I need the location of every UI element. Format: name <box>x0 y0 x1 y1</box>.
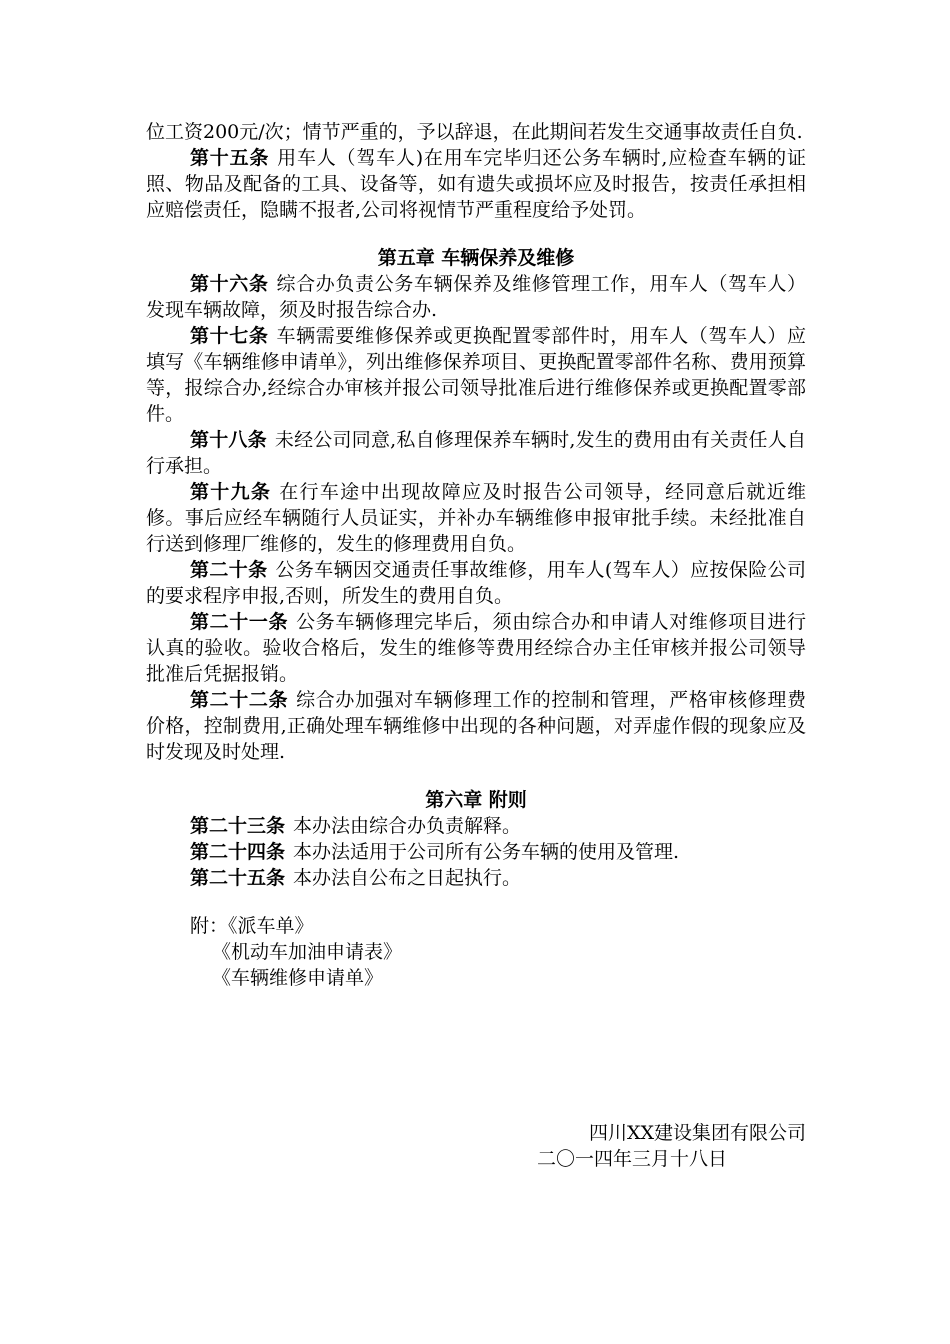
document-body <box>146 119 806 991</box>
attachment-item: 《车辆维修申请单》 <box>212 967 384 989</box>
article-text: 本办法由综合办负责解释。 <box>293 815 522 837</box>
article-text: 车辆需要维修保养或更换配置零部件时，用车人（驾车人）应填写《车辆维修申请单》，列出维修保养项目、更换配置零部件名称、费用预算等，报综合办,经综合办审核并报公司领导批准后进行维修保养或更换配置零部件。 <box>146 325 806 425</box>
chapter-5-heading: 第五章 车辆保养及维修 <box>377 247 575 269</box>
attachment-item: 《机动车加油申请表》 <box>212 941 403 963</box>
signature-date: 二〇一四年三月十八日 <box>536 1148 727 1170</box>
intro-paragraph: 位工资200元/次；情节严重的，予以辞退，在此期间若发生交通事故责任自负. <box>146 121 803 143</box>
article-number: 第二十三条 <box>190 815 286 837</box>
article-number: 第二十四条 <box>190 841 286 863</box>
spacer <box>146 891 806 913</box>
article-number: 第二十二条 <box>190 689 289 711</box>
article-20 <box>146 557 806 609</box>
article-text: 未经公司同意,私自修理保养车辆时,发生的费用由有关责任人自行承担。 <box>146 429 806 477</box>
article-21 <box>146 609 806 687</box>
article-number: 第十八条 <box>190 429 267 451</box>
article-number: 第二十一条 <box>190 611 289 633</box>
article-text: 用车人（驾车人)在用车完毕归还公务车辆时,应检查车辆的证照、物品及配备的工具、设备等，如有遗失或损坏应及时报告，按责任承担相应赔偿责任，隐瞒不报者,公司将视情节严重程度给予处罚。 <box>146 147 806 221</box>
article-15 <box>146 145 806 223</box>
article-text: 本办法适用于公司所有公务车辆的使用及管理. <box>293 841 680 863</box>
article-number: 第二十条 <box>190 559 268 581</box>
article-17 <box>146 323 806 427</box>
article-16 <box>146 271 806 323</box>
article-24 <box>146 839 806 865</box>
article-text: 综合办负责公务车辆保养及维修管理工作，用车人（驾车人）发现车辆故障，须及时报告综合办. <box>146 273 806 321</box>
article-number: 第十五条 <box>190 147 270 169</box>
article-text: 公务车辆因交通责任事故维修，用车人(驾车人）应按保险公司的要求程序申报,否则，所发生的费用自负。 <box>146 559 806 607</box>
article-25 <box>146 865 806 891</box>
attachment-label: 附：《派车单》 <box>190 915 314 937</box>
article-text: 公务车辆修理完毕后，须由综合办和申请人对维修项目进行认真的验收。验收合格后，发生的维修等费用经综合办主任审核并报公司领导批准后凭据报销。 <box>146 611 806 685</box>
article-number: 第二十五条 <box>190 867 286 889</box>
article-23 <box>146 813 806 839</box>
article-number: 第十七条 <box>190 325 269 347</box>
article-18 <box>146 427 806 479</box>
article-number: 第十九条 <box>190 481 272 503</box>
article-number: 第十六条 <box>190 273 269 295</box>
signature-company: 四川XX建设集团有限公司 <box>588 1122 806 1144</box>
article-text: 在行车途中出现故障应及时报告公司领导，经同意后就近维修。事后应经车辆随行人员证实，并补办车辆维修申报审批手续。未经批准自行送到修理厂维修的，发生的修理费用自负。 <box>146 481 806 555</box>
article-text: 综合办加强对车辆修理工作的控制和管理，严格审核修理费价格，控制费用,正确处理车辆维修中出现的各种问题，对弄虚作假的现象应及时发现及时处理. <box>146 689 806 763</box>
article-22 <box>146 687 806 765</box>
article-text: 本办法自公布之日起执行。 <box>293 867 522 889</box>
article-19 <box>146 479 806 557</box>
chapter-6-heading: 第六章 附则 <box>425 789 527 811</box>
